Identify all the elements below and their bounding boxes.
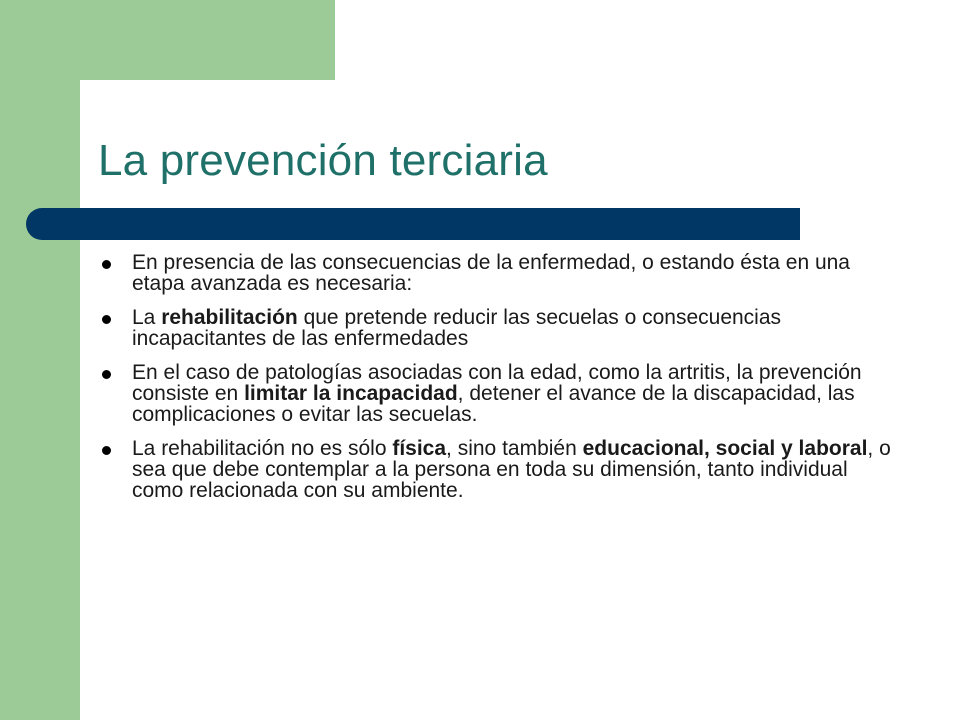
bullet-emphasis: física [392, 437, 447, 460]
bullet-text: En el caso de patologías asociadas con la edad, como la artritis, la prevención consiste en [132, 361, 862, 405]
top-accent-block [80, 0, 335, 80]
bullet-item [102, 438, 902, 501]
bullet-dot-icon [102, 370, 111, 379]
left-accent-strip [0, 0, 80, 720]
bullet-text: , detener el avance de la discapacidad, las complicaciones o evitar las secuelas. [132, 382, 855, 426]
bullet-dot-icon [102, 315, 111, 324]
bullet-text: , sino también [446, 437, 583, 460]
bullet-dot-icon [102, 446, 111, 455]
bullet-text: La [132, 306, 162, 329]
bullet-item [102, 362, 902, 425]
slide-title: La prevención terciaria [98, 136, 548, 185]
bullet-emphasis: limitar la incapacidad [244, 382, 458, 405]
bullet-text: que pretende reducir las secuelas o consecuencias incapacitantes de las enfermedades [132, 306, 782, 350]
bullet-text: , o sea que debe contemplar a la persona en toda su dimensión, tanto individual como relacionada con su ambiente. [132, 437, 891, 502]
bullet-item [102, 252, 902, 294]
bullet-emphasis: educacional, social y laboral [582, 437, 868, 460]
bullet-item [102, 307, 902, 349]
bullet-text: En presencia de las consecuencias de la enfermedad, o estando ésta en una etapa avanzada es necesaria: [132, 251, 850, 295]
title-underline-bar [26, 208, 800, 240]
bullet-text: La rehabilitación no es sólo [132, 437, 393, 460]
bullet-dot-icon [102, 260, 111, 269]
bullet-list [102, 252, 902, 514]
bullet-emphasis: rehabilitación [161, 306, 298, 329]
